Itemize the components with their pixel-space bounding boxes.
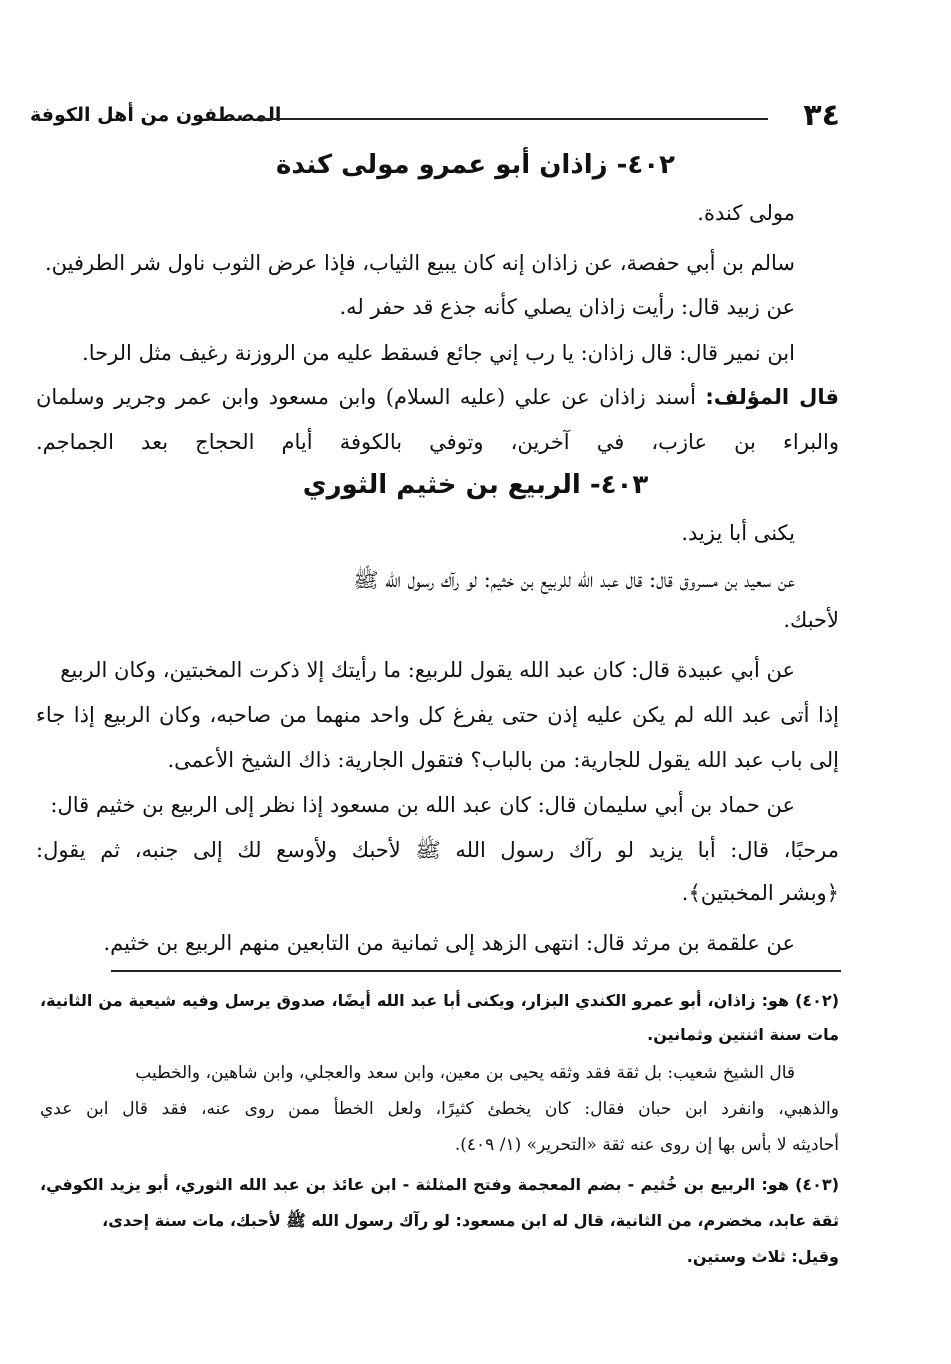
entry-403-line: إذا أتى عبد الله لم يكن عليه إذن حتى يفرغ كل واحد منهما من صاحبه، وكان الربيع إذا جاء: [36, 703, 839, 727]
entry-title-402: ٤٠٢- زاذان أبو عمرو مولى كندة: [275, 150, 676, 180]
entry-402-line: سالم بن أبي حفصة، عن زاذان إنه كان يبيع الثياب، فإذا عرض الثوب ناول شر الطرفين.: [45, 251, 795, 275]
quran-quote: ﴿وبشر المخبتين﴾.: [681, 881, 839, 905]
footnote-403-line: ثقة عابد، مخضرم، من الثانية، قال له ابن مسعود: لو رآك رسول الله ﷺ لأحبك، مات سنة إحدى،: [102, 1211, 839, 1230]
page-number: ٣٤: [803, 98, 840, 133]
footnote-403-line: وقيل: ثلاث وستين.: [686, 1247, 839, 1266]
footnote-402-line: مات سنة اثنتين وثمانين.: [647, 1025, 839, 1044]
entry-403-line: عن أبي عبيدة قال: كان عبد الله يقول للربيع: ما رأيتك إلا ذكرت المخبتين، وكان الربيع: [60, 658, 795, 682]
footnote-rule: [111, 970, 841, 972]
footnote-402-line: (٤٠٢) هو: زاذان، أبو عمرو الكندي البزار، ويكنى أبا عبد الله أيضًا، صدوق يرسل وفيه شيعية من الثانية،: [40, 991, 839, 1010]
entry-403-line: مرحبًا، قال: أبا يزيد لو رآك رسول الله ﷺ لأحبك ولأوسع لك إلى جنبه، ثم يقول:: [36, 838, 839, 862]
footnote-402-line: والذهبي، وانفرد ابن حبان فقال: كان يخطئ كثيرًا، ولعل الخطأ ممن روى عنه، فقد قال ابن عدي: [40, 1099, 839, 1119]
entry-403-line: عن سعيد بن مسروق قال: قال عبد الله للربيع بن خثيم: لو رآك رسول الله ﷺ: [353, 568, 795, 592]
header-rule: [260, 118, 768, 120]
entry-402-line: ابن نمير قال: قال زاذان: يا رب إني جائع فسقط عليه من الروزنة رغيف مثل الرحا.: [82, 341, 795, 365]
running-title: المصطفون من أهل الكوفة: [30, 104, 282, 126]
entry-402-author-line: [36, 382, 839, 412]
entry-403-line: عن حماد بن أبي سليمان قال: كان عبد الله بن مسعود إذا نظر إلى الربيع بن خثيم قال:: [50, 793, 795, 817]
footnote-403-line: (٤٠٣) هو: الربيع بن خُثيم - بضم المعجمة وفتح المثلثة - ابن عائذ بن عبد الله الثوري، أبو يزيد الكوفي،: [40, 1175, 839, 1194]
footnote-402-line: قال الشيخ شعيب: بل ثقة فقد وثقه يحيى بن معين، وابن سعد والعجلي، وابن شاهين، والخطيب: [135, 1063, 795, 1083]
entry-403-line: يكنى أبا يزيد.: [681, 521, 795, 545]
page-header: [30, 100, 840, 134]
entry-title-403: ٤٠٣- الربيع بن خثيم الثوري: [302, 470, 649, 500]
footnote-402-line: أحاديثه لا بأس بها إن روى عنه ثقة «التحرير» (١/ ٤٠٩).: [454, 1135, 839, 1155]
entry-402-line: أسند زاذان عن علي (عليه السلام) وابن مسعود وابن عمر وجرير وسلمان: [36, 385, 696, 409]
entry-402-line: والبراء بن عازب، في آخرين، وتوفي بالكوفة أيام الحجاج بعد الجماجم.: [36, 430, 839, 454]
author-label: قال المؤلف:: [705, 385, 839, 409]
entry-402-line: مولى كندة.: [697, 201, 795, 225]
entry-403-line: إلى باب عبد الله يقول للجارية: من بالباب؟ فتقول الجارية: ذاك الشيخ الأعمى.: [167, 748, 839, 772]
entry-402-line: عن زبيد قال: رأيت زاذان يصلي كأنه جذع قد حفر له.: [339, 295, 795, 319]
entry-403-line: عن علقمة بن مرثد قال: انتهى الزهد إلى ثمانية من التابعين منهم الربيع بن خثيم.: [103, 931, 795, 955]
entry-403-line: لأحبك.: [783, 608, 839, 632]
